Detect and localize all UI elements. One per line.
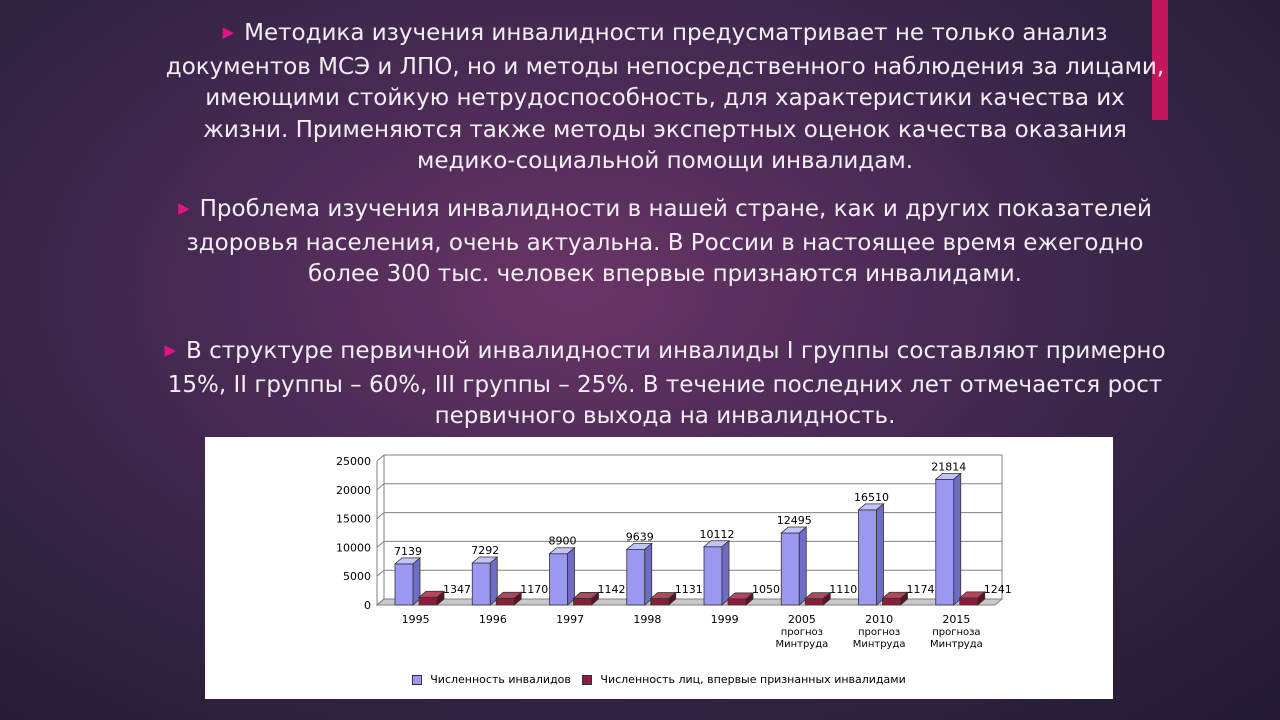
data-label-first-time: 1241 (983, 583, 1012, 596)
x-tick-label: 2010 (865, 613, 894, 626)
x-tick-label: 1995 (401, 613, 430, 626)
bar-disabled-side (568, 548, 575, 605)
bar-disabled (859, 510, 877, 605)
bar-first-time (728, 599, 746, 605)
data-label-disabled: 16510 (854, 490, 889, 504)
bullet-text: В структуре первичной инвалидности инвалиды I группы составляют примерно 15%, II группы – 60%, III группы – 25%. В течение последних лет отмечается рост первичного выхода на инвалидность. (167, 338, 1166, 429)
gridline-diag (377, 484, 384, 490)
bar-first-time (651, 598, 669, 605)
x-tick-label: Минтруда (852, 639, 906, 650)
bullet-problem (160, 194, 1170, 291)
bar-disabled (395, 564, 413, 605)
bar-first-time (883, 598, 901, 605)
x-tick-label: прогноз (780, 627, 823, 638)
y-tick-label: 0 (364, 599, 371, 612)
x-tick-label: 1998 (633, 613, 662, 626)
bullet-structure (160, 336, 1170, 433)
x-tick-label: прогноз (858, 627, 901, 638)
bar-first-time (574, 598, 592, 605)
data-label-disabled: 7292 (471, 543, 500, 557)
x-tick-label: 1997 (556, 613, 585, 626)
x-tick-label: 2015 (942, 613, 971, 626)
data-label-first-time: 1142 (597, 583, 626, 596)
legend-item-disabled (412, 673, 571, 686)
x-tick-label: 1996 (478, 613, 507, 626)
y-tick-label: 5000 (343, 570, 371, 584)
bar-disabled-side (645, 543, 652, 605)
legend-label: Численность инвалидов (430, 673, 571, 686)
bar-disabled (550, 554, 568, 605)
bar-first-time (805, 599, 823, 605)
x-tick-label: 2005 (787, 613, 816, 626)
gridline-diag (377, 513, 384, 519)
legend-swatch-first-time (582, 675, 592, 685)
data-label-disabled: 7139 (394, 544, 422, 558)
bar-disabled-side (799, 527, 806, 605)
bullet-text: Методика изучения инвалидности предусматривает не только анализ документов МСЭ и ЛПО, но и методы непосредственного наблюдения за лицами, имеющими стойкую нетрудоспособность, для характеристики качества их жизни. Применяются также методы экспертных оценок качества оказания медико-социальной помощи инвалидам. (165, 20, 1165, 174)
bar-disabled (472, 563, 490, 605)
data-label-first-time: 1131 (674, 583, 703, 596)
bar-disabled-side (877, 504, 884, 605)
data-label-disabled: 10112 (699, 527, 735, 541)
bar-disabled (704, 547, 722, 605)
bar-chart (205, 437, 1113, 699)
data-label-disabled: 12495 (776, 514, 812, 528)
gridline-diag (377, 570, 384, 576)
triangle-right-icon: ▶ (222, 23, 235, 41)
triangle-right-icon: ▶ (178, 199, 190, 217)
legend-swatch-disabled (412, 675, 422, 685)
gridline-diag (377, 455, 384, 461)
data-label-first-time: 1110 (829, 583, 858, 596)
triangle-right-icon: ▶ (164, 341, 176, 359)
bar-first-time (960, 598, 978, 605)
data-label-disabled: 8900 (548, 534, 577, 548)
bar-disabled (781, 533, 799, 605)
y-tick-label: 25000 (336, 455, 371, 468)
data-label-first-time: 1174 (906, 583, 935, 596)
bullet-text: Проблема изучения инвалидности в нашей стране, как и других показателей здоровья населения, очень актуальна. В России в настоящее время ежегодно более 300 тыс. человек впервые признаются инвалидами. (186, 196, 1152, 287)
x-tick-label: прогноза (932, 627, 981, 638)
data-label-first-time: 1050 (752, 583, 780, 596)
data-label-first-time: 1170 (520, 583, 549, 596)
bar-disabled-side (954, 473, 961, 605)
bar-disabled-side (722, 541, 729, 605)
bullet-methodology (160, 18, 1170, 178)
bar-first-time (496, 598, 514, 605)
data-label-disabled: 21814 (931, 460, 967, 474)
x-tick-label: 1999 (710, 613, 739, 626)
plot-floor (377, 599, 1002, 605)
bar-disabled (936, 479, 954, 605)
y-tick-label: 15000 (336, 512, 371, 526)
gridline-diag (377, 541, 384, 547)
bar-disabled (627, 549, 645, 605)
x-tick-label: Минтруда (929, 639, 983, 650)
legend-item-first-time (582, 673, 905, 686)
data-label-first-time: 1347 (443, 583, 471, 596)
data-label-disabled: 9639 (625, 530, 654, 544)
chart-legend (205, 673, 1113, 686)
y-tick-label: 20000 (336, 483, 371, 497)
y-tick-label: 10000 (336, 541, 371, 555)
legend-label: Численность лиц, впервые признанных инвалидами (600, 673, 906, 686)
chart-panel (205, 437, 1113, 699)
x-tick-label: Минтруда (775, 639, 829, 650)
bar-first-time (419, 597, 437, 605)
